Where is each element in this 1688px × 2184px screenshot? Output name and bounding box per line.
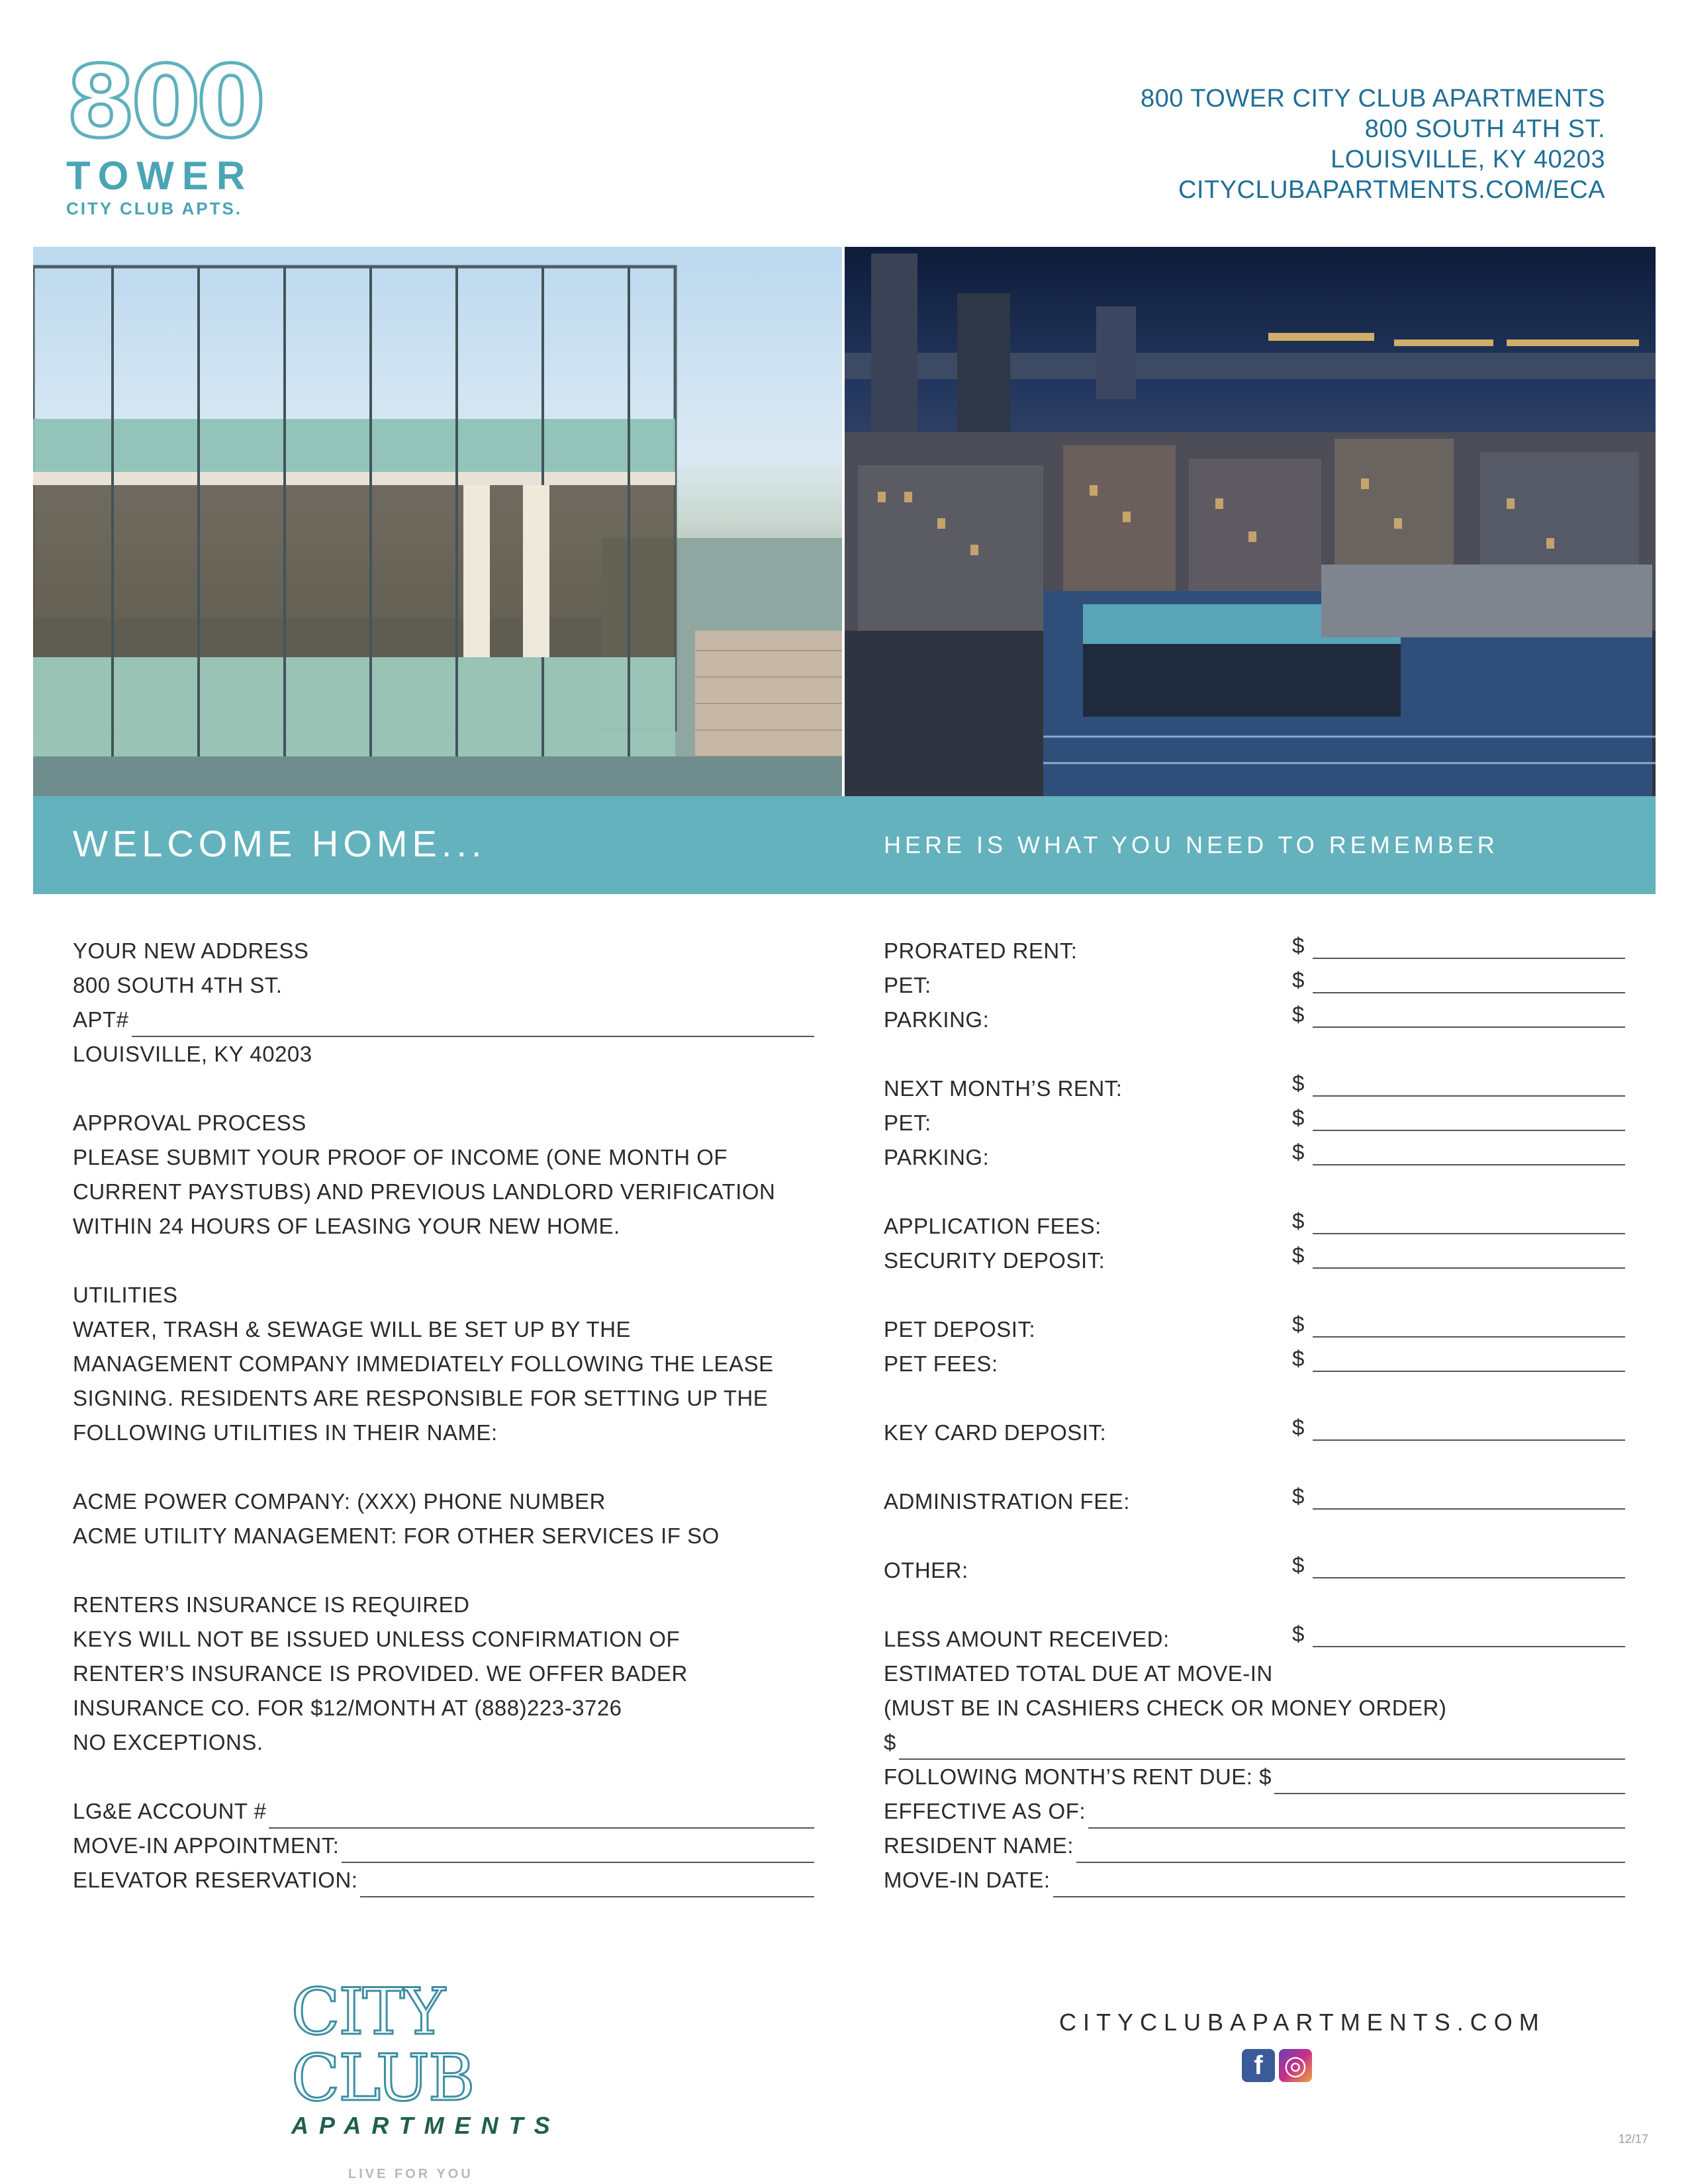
key-card-deposit-row	[884, 1416, 1625, 1450]
movein-appointment-label: MOVE-IN APPOINTMENT:	[73, 1833, 340, 1858]
currency-sign: $	[1292, 1553, 1305, 1577]
left-column	[73, 934, 814, 1897]
next-month-pet-field[interactable]	[1313, 1130, 1625, 1131]
header-address-city: LOUISVILLE, KY 40203	[1331, 146, 1605, 173]
resident-name-row	[884, 1829, 1625, 1863]
estimated-total-heading: ESTIMATED TOTAL DUE AT MOVE-IN	[884, 1661, 1273, 1686]
effective-as-of-field[interactable]	[1088, 1805, 1625, 1829]
footer-website-link[interactable]: CITYCLUBAPARTMENTS.COM	[1059, 2009, 1546, 2036]
security-deposit-field[interactable]	[1313, 1267, 1625, 1269]
following-month-rent-row	[884, 1760, 1625, 1794]
pet-deposit-label: PET DEPOSIT:	[884, 1317, 1036, 1342]
next-month-parking-field[interactable]	[1313, 1164, 1625, 1165]
apt-number-row	[73, 1003, 814, 1037]
address-heading: YOUR NEW ADDRESS	[73, 938, 309, 963]
currency-sign: $	[1292, 1002, 1305, 1026]
application-fees-label: APPLICATION FEES:	[884, 1214, 1102, 1238]
logo-subtitle: CITY CLUB APTS.	[66, 199, 243, 218]
application-fees-field[interactable]	[1313, 1233, 1625, 1234]
pet-fees-field[interactable]	[1313, 1371, 1625, 1372]
next-month-rent-field[interactable]	[1313, 1095, 1625, 1097]
other-fee-row	[884, 1553, 1625, 1588]
welcome-heading: WELCOME HOME...	[73, 823, 487, 864]
header-address-name: 800 TOWER CITY CLUB APARTMENTS	[1140, 85, 1605, 113]
city-club-logo-tagline: LIVE FOR YOU	[348, 2167, 473, 2181]
apt-number-label: APT#	[73, 1007, 129, 1032]
city-club-logo-apartments: APARTMENTS	[291, 2112, 561, 2139]
approval-line: WITHIN 24 HOURS OF LEASING YOUR NEW HOME.	[73, 1214, 620, 1238]
prorated-rent-row	[884, 934, 1625, 968]
application-fees-row	[884, 1209, 1625, 1244]
currency-sign: $	[884, 1730, 896, 1754]
approval-line: PLEASE SUBMIT YOUR PROOF OF INCOME (ONE MONTH OF	[73, 1145, 728, 1169]
currency-sign: $	[1292, 1243, 1305, 1267]
provider-line: ACME POWER COMPANY: (XXX) PHONE NUMBER	[73, 1489, 606, 1514]
apt-number-field[interactable]	[132, 1013, 814, 1037]
logo-word: TOWER	[66, 154, 254, 198]
movein-date-label: MOVE-IN DATE:	[884, 1868, 1051, 1892]
tower-logo	[66, 45, 278, 218]
currency-sign: $	[1292, 1621, 1305, 1646]
insurance-line: INSURANCE CO. FOR $12/MONTH AT (888)223-3726	[73, 1696, 622, 1720]
next-month-pet-label: PET:	[884, 1111, 931, 1135]
payment-method-note: (MUST BE IN CASHIERS CHECK OR MONEY ORDER)	[884, 1696, 1447, 1720]
next-month-rent-label: NEXT MONTH’S RENT:	[884, 1076, 1123, 1101]
currency-sign: $	[1292, 1312, 1305, 1336]
security-deposit-label: SECURITY DEPOSIT:	[884, 1248, 1105, 1273]
city-club-logo	[291, 1975, 561, 2181]
lge-account-label: LG&E ACCOUNT #	[73, 1799, 267, 1823]
rooftop-terrace-photo	[33, 247, 842, 796]
pet-deposit-field[interactable]	[1313, 1336, 1625, 1338]
address-street: 800 SOUTH 4TH ST.	[73, 973, 283, 997]
other-fee-label: OTHER:	[884, 1558, 968, 1582]
header-address-website: CITYCLUBAPARTMENTS.COM/ECA	[1178, 176, 1605, 204]
next-month-parking-row	[884, 1140, 1625, 1175]
instagram-icon[interactable]: ◎	[1279, 2049, 1312, 2082]
insurance-line: KEYS WILL NOT BE ISSUED UNLESS CONFIRMATION OF	[73, 1627, 680, 1651]
lge-account-field[interactable]	[269, 1805, 814, 1829]
logo-number: 800	[66, 45, 262, 160]
less-amount-received-label: LESS AMOUNT RECEIVED:	[884, 1627, 1170, 1651]
key-card-deposit-field[interactable]	[1313, 1439, 1625, 1441]
currency-sign: $	[1292, 933, 1305, 958]
next-month-parking-label: PARKING:	[884, 1145, 990, 1169]
effective-as-of-row	[884, 1794, 1625, 1829]
page-code: 12/17	[1618, 2132, 1648, 2146]
facebook-icon[interactable]: f	[1242, 2049, 1275, 2082]
social-links	[1242, 2049, 1312, 2082]
utilities-line: MANAGEMENT COMPANY IMMEDIATELY FOLLOWING THE LEASE	[73, 1351, 774, 1376]
utilities-line: FOLLOWING UTILITIES IN THEIR NAME:	[73, 1420, 498, 1445]
following-month-rent-label: FOLLOWING MONTH’S RENT DUE: $	[884, 1764, 1272, 1789]
pet-fees-label: PET FEES:	[884, 1351, 998, 1376]
less-amount-received-field[interactable]	[1313, 1646, 1625, 1647]
prorated-pet-label: PET:	[884, 973, 931, 997]
movein-appointment-row	[73, 1829, 814, 1863]
administration-fee-field[interactable]	[1313, 1508, 1625, 1510]
insurance-line: NO EXCEPTIONS.	[73, 1730, 263, 1754]
movein-date-row	[884, 1863, 1625, 1897]
other-fee-field[interactable]	[1313, 1577, 1625, 1578]
header-address	[1141, 83, 1605, 205]
administration-fee-row	[884, 1484, 1625, 1519]
currency-sign: $	[1292, 1071, 1305, 1095]
utilities-line: SIGNING. RESIDENTS ARE RESPONSIBLE FOR SETTING UP THE	[73, 1386, 769, 1410]
lge-account-row	[73, 1794, 814, 1829]
prorated-pet-row	[884, 968, 1625, 1003]
approval-heading: APPROVAL PROCESS	[73, 1111, 306, 1135]
administration-fee-label: ADMINISTRATION FEE:	[884, 1489, 1130, 1514]
prorated-parking-label: PARKING:	[884, 1007, 990, 1032]
effective-as-of-label: EFFECTIVE AS OF:	[884, 1799, 1086, 1823]
approval-line: CURRENT PAYSTUBS) AND PREVIOUS LANDLORD VERIFICATION	[73, 1179, 776, 1204]
provider-line: ACME UTILITY MANAGEMENT: FOR OTHER SERVICES IF SO	[73, 1524, 720, 1548]
currency-sign: $	[1292, 1105, 1305, 1130]
currency-sign: $	[1292, 1346, 1305, 1371]
security-deposit-row	[884, 1244, 1625, 1278]
elevator-reservation-field[interactable]	[360, 1874, 814, 1897]
prorated-rent-label: PRORATED RENT:	[884, 938, 1078, 963]
prorated-parking-field[interactable]	[1313, 1026, 1625, 1028]
city-skyline-photo	[845, 247, 1656, 796]
resident-name-label: RESIDENT NAME:	[884, 1833, 1074, 1858]
next-month-rent-row	[884, 1071, 1625, 1106]
next-month-pet-row	[884, 1106, 1625, 1140]
pet-fees-row	[884, 1347, 1625, 1381]
address-city: LOUISVILLE, KY 40203	[73, 1042, 312, 1066]
currency-sign: $	[1292, 1415, 1305, 1439]
insurance-line: RENTER’S INSURANCE IS PROVIDED. WE OFFER BADER	[73, 1661, 688, 1686]
estimated-total-row	[884, 1725, 1625, 1760]
currency-sign: $	[1292, 968, 1305, 992]
prorated-parking-row	[884, 1003, 1625, 1037]
header-address-street: 800 SOUTH 4TH ST.	[1364, 115, 1605, 143]
estimated-total-field[interactable]	[899, 1736, 1625, 1760]
city-club-logo-name: CITY CLUB	[291, 1975, 474, 2115]
prorated-rent-field[interactable]	[1313, 958, 1625, 959]
remember-heading: HERE IS WHAT YOU NEED TO REMEMBER	[884, 831, 1499, 858]
elevator-reservation-label: ELEVATOR RESERVATION:	[73, 1868, 358, 1892]
pet-deposit-row	[884, 1312, 1625, 1347]
currency-sign: $	[1292, 1140, 1305, 1164]
following-month-rent-field[interactable]	[1274, 1770, 1625, 1794]
movein-date-field[interactable]	[1053, 1874, 1625, 1897]
utilities-heading: UTILITIES	[73, 1283, 178, 1307]
resident-name-field[interactable]	[1076, 1839, 1625, 1863]
prorated-pet-field[interactable]	[1313, 992, 1625, 993]
insurance-heading: RENTERS INSURANCE IS REQUIRED	[73, 1592, 470, 1617]
elevator-reservation-row	[73, 1863, 814, 1897]
currency-sign: $	[1292, 1208, 1305, 1233]
movein-appointment-field[interactable]	[342, 1839, 814, 1863]
rooftop-terrace-illustration	[33, 247, 842, 796]
utilities-line: WATER, TRASH & SEWAGE WILL BE SET UP BY THE	[73, 1317, 632, 1342]
less-amount-received-row	[884, 1622, 1625, 1657]
currency-sign: $	[1292, 1484, 1305, 1508]
city-skyline-illustration	[845, 247, 1656, 796]
key-card-deposit-label: KEY CARD DEPOSIT:	[884, 1420, 1107, 1445]
